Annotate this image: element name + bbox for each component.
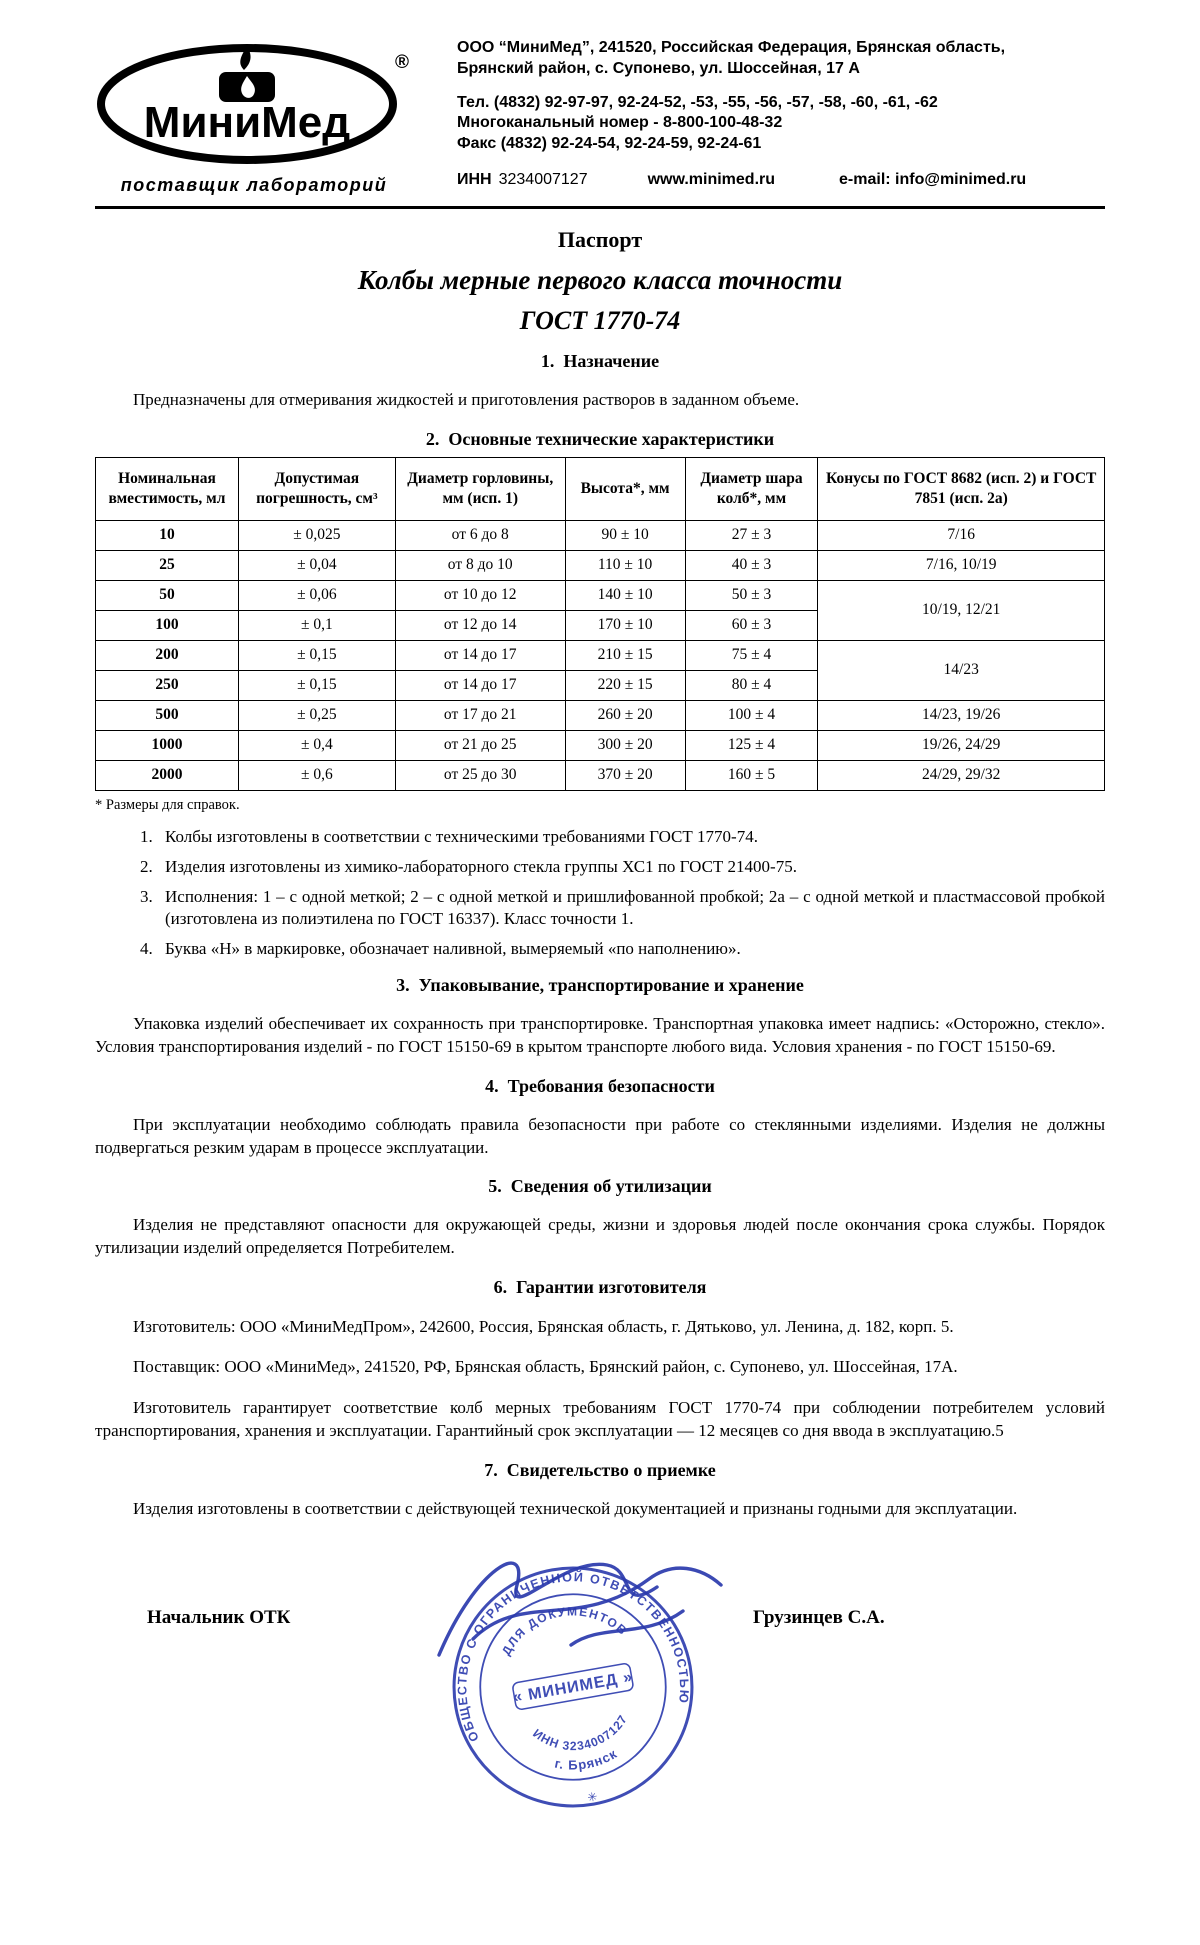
section-5-text: Изделия не представляют опасности для окружающей среды, жизни и здоровья людей после окончания срока службы. Порядок утилизации изделий определяется Потребителем. [95, 1215, 1105, 1258]
letterhead [95, 30, 1105, 196]
cell-capacity: 250 [96, 670, 239, 700]
cell-capacity: 1000 [96, 730, 239, 760]
column-header-error: Допустимая погрешность, см³ [238, 457, 395, 520]
column-header-neck: Диаметр горловины, мм (исп. 1) [395, 457, 565, 520]
product-title: Колбы мерные первого класса точности [357, 265, 843, 295]
section-4-text: При эксплуатации необходимо соблюдать правила безопасности при работе со стеклянными изделиями. Изделия не должны подвергаться резким ударам в процессе эксплуатации. [95, 1114, 1105, 1157]
cell-capacity: 50 [96, 580, 239, 610]
section-1-heading: 1. Назначение [540, 351, 660, 371]
cell-neck: от 25 до 30 [395, 760, 565, 790]
address-line-2: Брянский район, с. Супонево, ул. Шоссейная, 17 А [457, 59, 860, 77]
cell-height: 140 ± 10 [565, 580, 685, 610]
cell-neck: от 14 до 17 [395, 670, 565, 700]
section-2-heading: 2. Основные технические характеристики [425, 428, 775, 449]
section-4-heading: 4. Требования безопасности [485, 1075, 715, 1096]
document-type-title: Паспорт [557, 227, 643, 252]
cell-cone: 14/23, 19/26 [818, 700, 1105, 730]
cell-error: ± 0,25 [238, 700, 395, 730]
logo-tagline: поставщик лабораторий [120, 175, 388, 195]
cell-neck: от 17 до 21 [395, 700, 565, 730]
cell-capacity: 100 [96, 610, 239, 640]
section-5-heading: 5. Сведения об утилизации [488, 1176, 712, 1197]
supplier-line: Поставщик: ООО «МиниМед», 241520, РФ, Брянская область, Брянский район, с. Супонево, ул. Шоссейная, 17А. [133, 1357, 958, 1377]
inn-web-email-line [457, 170, 1105, 191]
website-text: www.minimed.ru [647, 170, 776, 188]
svg-text:ДЛЯ ДОКУМЕНТОВ [493, 1594, 632, 1660]
cell-cone: 7/16, 10/19 [818, 550, 1105, 580]
table-footnote: * Размеры для справок. [95, 796, 240, 813]
column-header-bulb: Диаметр шара колб*, мм [685, 457, 818, 520]
cell-height: 210 ± 15 [565, 640, 685, 670]
table-header-row [96, 457, 1105, 520]
cell-bulb: 75 ± 4 [685, 640, 818, 670]
cell-neck: от 6 до 8 [395, 520, 565, 550]
company-logo [95, 30, 413, 196]
cell-height: 370 ± 20 [565, 760, 685, 790]
cell-capacity: 25 [96, 550, 239, 580]
cell-bulb: 80 ± 4 [685, 670, 818, 700]
address-line-1: ООО “МиниМед”, 241520, Российская Федерация, Брянская область, [457, 39, 1006, 56]
cell-error: ± 0,06 [238, 580, 395, 610]
cell-cone-merged: 10/19, 12/21 [818, 580, 1105, 640]
inn-value: 3234007127 [498, 170, 588, 188]
stamp-ring-text: ОБЩЕСТВО С ОГРАНИЧЕННОЙ ОТВЕТСТВЕННОСТЬЮ [455, 1570, 692, 1745]
stamp-company-name: « МИНИМЕД » [511, 1668, 635, 1707]
spec-table [95, 457, 1105, 791]
cell-bulb: 50 ± 3 [685, 580, 818, 610]
logo-wordmark: МиниМед [143, 98, 351, 147]
cell-cone: 7/16 [818, 520, 1105, 550]
table-row [96, 760, 1105, 790]
cell-height: 170 ± 10 [565, 610, 685, 640]
table-row [96, 520, 1105, 550]
cell-bulb: 100 ± 4 [685, 700, 818, 730]
note-item: 2. Изделия изготовлены из химико-лабораторного стекла группы ХС1 по ГОСТ 21400-75. [157, 856, 1105, 878]
cell-height: 110 ± 10 [565, 550, 685, 580]
company-stamp-icon [447, 1561, 699, 1813]
candle-flame-icon [219, 46, 275, 102]
svg-text:ИНН 3234007127 [529, 1711, 635, 1762]
cell-capacity: 10 [96, 520, 239, 550]
title-block [95, 227, 1105, 336]
note-item: 4. Буква «Н» в маркировке, обозначает наливной, вымеряемый «по наполнению». [157, 938, 1105, 960]
section-7-heading: 7. Свидетельство о приемке [484, 1459, 716, 1480]
cell-error: ± 0,025 [238, 520, 395, 550]
cell-error: ± 0,15 [238, 640, 395, 670]
cell-bulb: 160 ± 5 [685, 760, 818, 790]
note-item: 3. Исполнения: 1 – с одной меткой; 2 – с одной меткой и пришлифованной пробкой; 2а – с одной меткой и пластмассовой пробкой (изготовлена из полиэтилена по ГОСТ 16337). Класс точности 1. [157, 886, 1105, 930]
cell-height: 260 ± 20 [565, 700, 685, 730]
cell-error: ± 0,4 [238, 730, 395, 760]
column-header-height: Высота*, мм [565, 457, 685, 520]
phone-line: Тел. (4832) 92-97-97, 92-24-52, -53, -55, -56, -57, -58, -60, -61, -62 [457, 93, 938, 111]
table-row [96, 700, 1105, 730]
stamp-separator-icon: ✳ [586, 1789, 599, 1806]
cell-error: ± 0,04 [238, 550, 395, 580]
section-3-text: Упаковка изделий обеспечивает их сохранность при транспортировке. Транспортная упаковка имеет надпись: «Осторожно, стекло». Условия транспортирования изделий - по ГОСТ 15150-69 в крытом транспорте любого вида. Условия хранения - по ГОСТ 15150-69. [95, 1014, 1105, 1056]
column-header-capacity: Номинальная вместимость, мл [96, 457, 239, 520]
fax-line: Факс (4832) 92-24-54, 92-24-59, 92-24-61 [457, 135, 762, 153]
contact-block [413, 30, 1105, 191]
cell-height: 220 ± 15 [565, 670, 685, 700]
warranty-text: Изготовитель гарантирует соответствие колб мерных требованиям ГОСТ 1770-74 при соблюдении потребителем условий транспортирования, хранения и эксплуатации. Гарантийный срок эксплуатации — 12 месяцев со дня ввода в эксплуатацию.5 [95, 1397, 1105, 1441]
cell-capacity: 500 [96, 700, 239, 730]
section-1-text: Предназначены для отмеривания жидкостей и приготовления растворов в заданном объеме. [133, 390, 800, 409]
cell-cone-merged: 14/23 [818, 640, 1105, 700]
note-item: 1. Колбы изготовлены в соответствии с техническими требованиями ГОСТ 1770-74. [157, 826, 1105, 848]
company-address [457, 38, 1105, 80]
multichannel-line: Многоканальный номер - 8-800-100-48-32 [457, 114, 783, 132]
stamp-city-text: г. Брянск [553, 1746, 620, 1773]
table-row [96, 550, 1105, 580]
signatory-title: Начальник ОТК [147, 1607, 291, 1629]
gost-number: ГОСТ 1770-74 [519, 306, 681, 335]
cell-bulb: 60 ± 3 [685, 610, 818, 640]
cell-bulb: 27 ± 3 [685, 520, 818, 550]
section-6-heading: 6. Гарантии изготовителя [493, 1276, 707, 1297]
cell-cone: 19/26, 24/29 [818, 730, 1105, 760]
section-3-heading: 3. Упаковывание, транспортирование и хранение [396, 975, 804, 996]
column-header-cone: Конусы по ГОСТ 8682 (исп. 2) и ГОСТ 7851 (исп. 2а) [818, 457, 1105, 520]
cell-error: ± 0,15 [238, 670, 395, 700]
section-7-text: Изделия изготовлены в соответствии с действующей технической документацией и признаны годными для эксплуатации. [133, 1498, 1018, 1518]
header-divider [95, 206, 1105, 209]
notes-list [95, 826, 1105, 960]
cell-error: ± 0,1 [238, 610, 395, 640]
cell-neck: от 14 до 17 [395, 640, 565, 670]
stamp-for-documents-text: ДЛЯ ДОКУМЕНТОВ [499, 1604, 631, 1659]
cell-neck: от 12 до 14 [395, 610, 565, 640]
signatory-name: Грузинцев С.А. [753, 1607, 885, 1629]
stamp-inn-text: ИНН 3234007127 [530, 1712, 631, 1754]
minimed-logo-icon [95, 40, 413, 168]
cell-capacity: 2000 [96, 760, 239, 790]
table-row [96, 640, 1105, 670]
cell-error: ± 0,6 [238, 760, 395, 790]
signature-area [95, 1570, 1105, 1905]
table-row [96, 580, 1105, 610]
cell-neck: от 8 до 10 [395, 550, 565, 580]
cell-height: 90 ± 10 [565, 520, 685, 550]
cell-bulb: 40 ± 3 [685, 550, 818, 580]
cell-height: 300 ± 20 [565, 730, 685, 760]
email-text: e-mail: info@minimed.ru [839, 170, 1027, 188]
company-phones [457, 93, 1105, 155]
cell-bulb: 125 ± 4 [685, 730, 818, 760]
cell-cone: 24/29, 29/32 [818, 760, 1105, 790]
table-row [96, 730, 1105, 760]
manufacturer-line: Изготовитель: ООО «МиниМедПром», 242600, Россия, Брянская область, г. Дятьково, ул. Ленина, д. 182, корп. 5. [133, 1316, 954, 1336]
registered-mark-icon: ® [395, 52, 409, 73]
cell-neck: от 21 до 25 [395, 730, 565, 760]
inn-label: ИНН [457, 170, 492, 188]
cell-capacity: 200 [96, 640, 239, 670]
cell-neck: от 10 до 12 [395, 580, 565, 610]
